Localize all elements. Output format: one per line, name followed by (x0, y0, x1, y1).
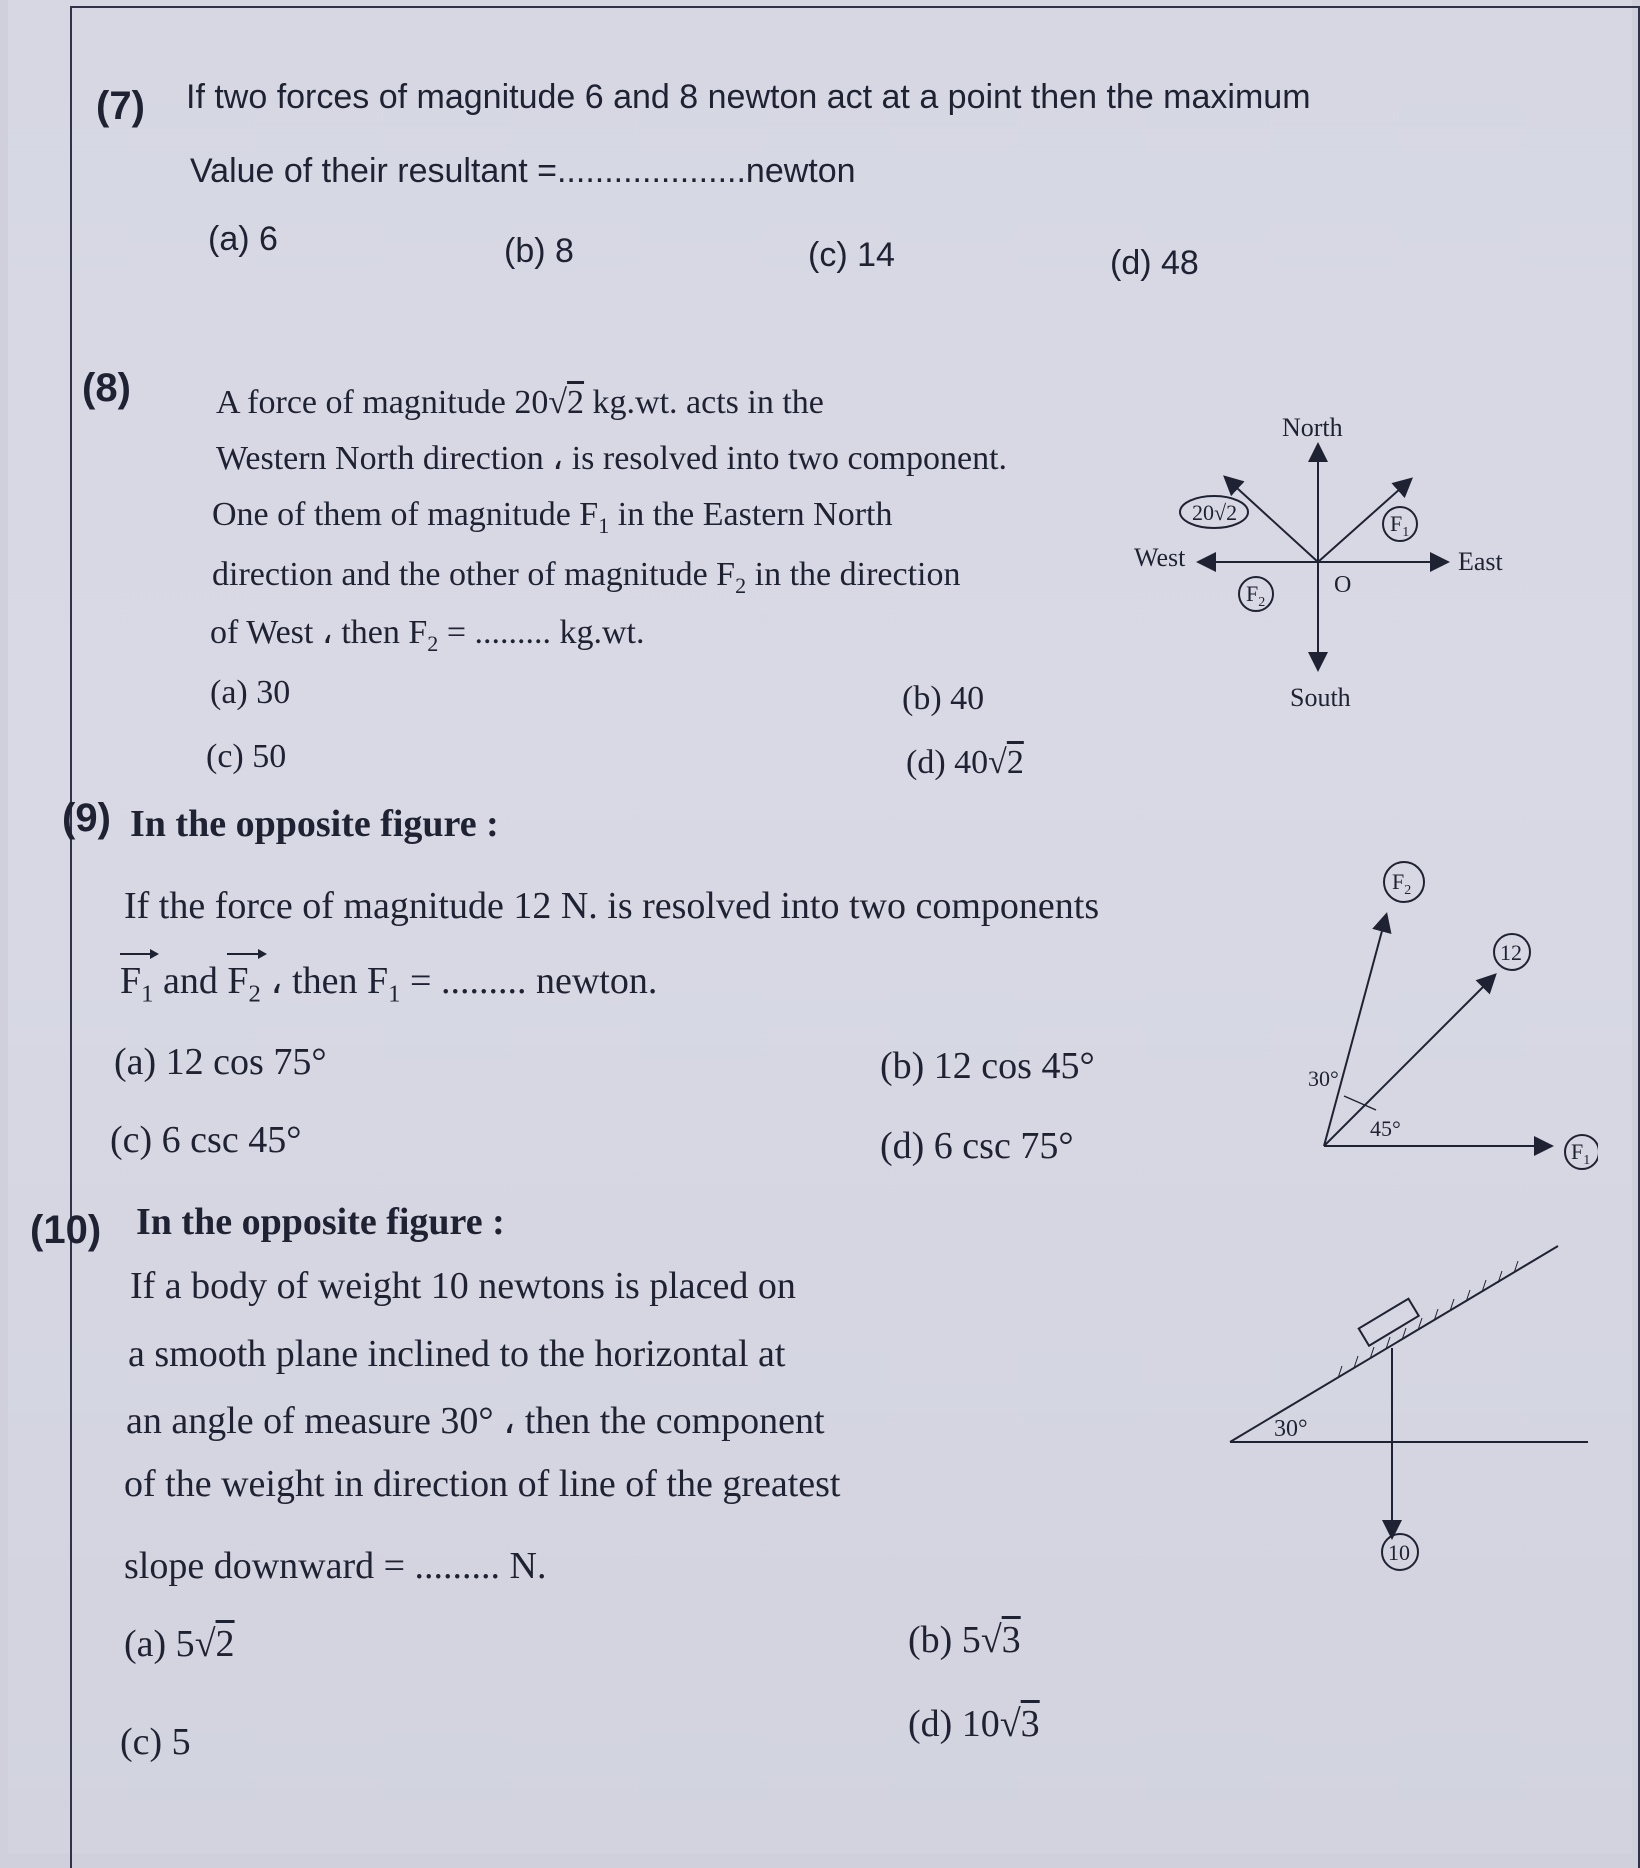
q9-text-line1: If the force of magnitude 12 N. is resolved into two components (124, 885, 1100, 927)
q10-option-d[interactable]: (d) 10√3 (908, 1703, 1040, 1745)
q8-text-line5: of West ، then $F_2$ = ......... kg.wt. (210, 614, 645, 656)
q7-number: (7) (96, 84, 145, 128)
f2-label: $F_2$ (1246, 581, 1266, 610)
q8-option-d[interactable]: (d) 40√2 (906, 744, 1024, 781)
q7-option-a[interactable]: (a) 6 (208, 220, 278, 258)
west-label: West (1134, 543, 1186, 572)
f1-label: $F_1$ (1390, 511, 1410, 540)
q7-option-d[interactable]: (d) 48 (1110, 244, 1199, 282)
angle-45-label: 45° (1370, 1116, 1401, 1141)
q10-inclined-plane-diagram (1218, 1236, 1598, 1576)
q8-text-line4: direction and the other of magnitude $F_2$ in the direction (212, 556, 961, 598)
q10-text-line2: a smooth plane inclined to the horizontal at (128, 1333, 786, 1375)
q9-heading: In the opposite figure : (130, 803, 499, 845)
q9-option-c[interactable]: (c) 6 csc 45° (110, 1119, 302, 1161)
weight-label: 10 (1388, 1540, 1410, 1565)
q8-option-b[interactable]: (b) 40 (902, 680, 985, 717)
north-label: North (1282, 413, 1343, 442)
q9-option-d[interactable]: (d) 6 csc 75° (880, 1125, 1074, 1167)
q10-number: (10) (30, 1208, 102, 1252)
q7-option-c[interactable]: (c) 14 (808, 236, 895, 274)
q9-option-b[interactable]: (b) 12 cos 45° (880, 1045, 1095, 1087)
q10-option-b[interactable]: (b) 5√3 (908, 1619, 1021, 1661)
q8-number: (8) (82, 366, 131, 410)
q7-text-line2: Value of their resultant =....................newton (190, 152, 856, 190)
q8-text-line2: Western North direction ، is resolved into two component. (216, 440, 1008, 477)
q10-heading: In the opposite figure : (136, 1201, 505, 1243)
south-label: South (1290, 683, 1351, 712)
f2-axis (1324, 916, 1386, 1146)
q8-text-line3: One of them of magnitude $F_1$ in the Eastern North (212, 496, 893, 538)
f2-label-q9: $F_2$ (1392, 869, 1412, 898)
force-12-arrow (1324, 976, 1494, 1146)
worksheet-page (8, 0, 1632, 1854)
q8-option-a[interactable]: (a) 30 (210, 674, 291, 711)
east-label: East (1458, 547, 1503, 576)
q10-option-a[interactable]: (a) 5√2 (124, 1623, 235, 1665)
angle-30-label: 30° (1308, 1066, 1339, 1091)
body-block (1359, 1299, 1419, 1346)
q9-option-a[interactable]: (a) 12 cos 75° (114, 1041, 327, 1083)
q9-text-line2: $F_1$ and $F_2$ ، then $F_1$ = ......... newton. (120, 960, 658, 1008)
q9-resolution-diagram (1258, 850, 1598, 1190)
f1-label-q9: $F_1$ (1571, 1139, 1591, 1168)
q10-text-line1: If a body of weight 10 newtons is placed on (130, 1265, 796, 1307)
origin-label: O (1334, 572, 1352, 598)
q9-number: (9) (62, 796, 111, 840)
q10-text-line4: of the weight in direction of line of the greatest (124, 1463, 841, 1505)
q10-text-line3: an angle of measure 30° ، then the component (126, 1400, 825, 1442)
q7-text-line1: If two forces of magnitude 6 and 8 newton act at a point then the maximum (186, 78, 1311, 116)
force-magnitude-label: 20√2 (1192, 500, 1238, 525)
force-20root2-arrow (1226, 478, 1318, 562)
q7-option-b[interactable]: (b) 8 (504, 232, 574, 270)
q10-text-line5: slope downward = ......... N. (124, 1545, 547, 1587)
q8-text-line1: A force of magnitude 20√2 kg.wt. acts in the (216, 384, 824, 421)
q8-compass-diagram (1128, 400, 1548, 720)
q8-option-c[interactable]: (c) 50 (206, 738, 287, 775)
q10-option-c[interactable]: (c) 5 (120, 1721, 191, 1763)
angle-30-label-q10: 30° (1274, 1416, 1308, 1442)
inclined-plane (1230, 1246, 1558, 1442)
force-12-label: 12 (1500, 940, 1522, 965)
